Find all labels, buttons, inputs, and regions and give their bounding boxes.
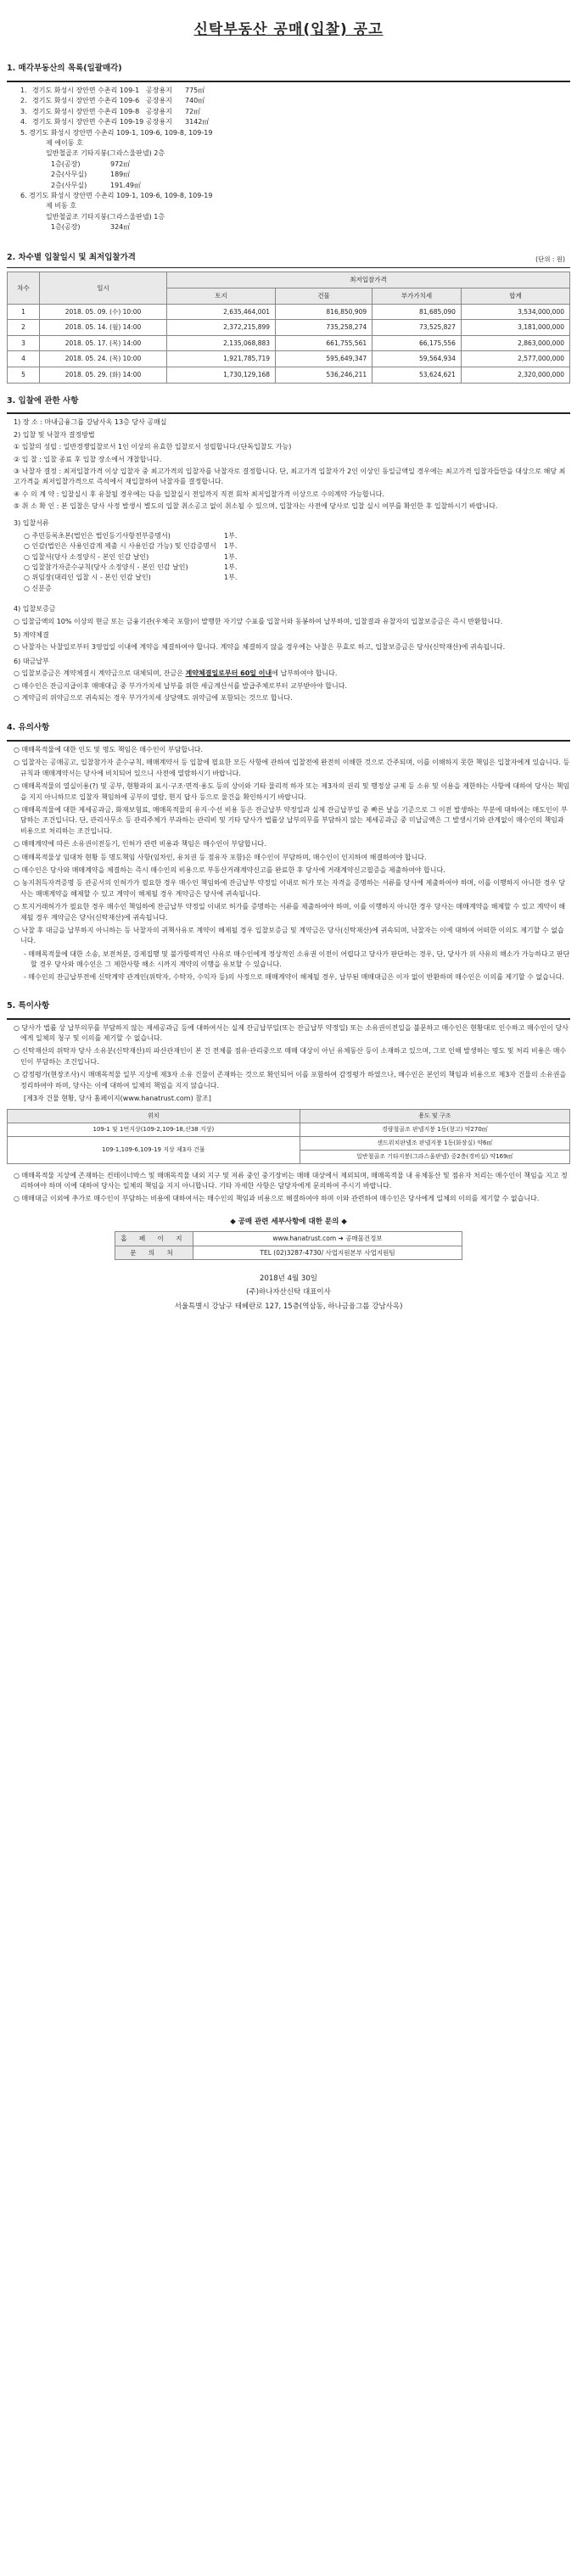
bid-rule: ① 입찰의 성립 : 일반경쟁입찰로서 1인 이상의 유효한 입찰로서 성립합니다.(단독입찰도 가능) bbox=[14, 443, 292, 451]
list-item: ○ 매매계약에 따른 소유권이전등기, 인허가 관련 비용과 책임은 매수인이 부담합니다. bbox=[14, 840, 266, 848]
table-row: 일반철골조 기타지붕(그라스울판넬) 중2층(경비실) 약169㎡ bbox=[8, 1150, 570, 1163]
table-row: 109-1,109-6,109-19 지상 제3자 건물 샌드위치판넬조 판넬지붕 1동(화장실) 약6㎡ bbox=[8, 1137, 570, 1151]
divider bbox=[7, 1018, 570, 1020]
contact-table bbox=[115, 1231, 462, 1260]
list-item: ○ 매매목적물 지상에 존재하는 컨테이너박스 및 매매목적물 내외 지구 및 저류 중인 중기장비는 매매 대상에서 제외되며, 매매목적물 내 유체동산 및 점유자 처리는 매수인이 책임을 지고 정리하여야 하며 이에 대하여 당사는 일체의 책임을 지지 아니합니다. 기타 자세한 사항은 담당자에게 문의하여 주시기 바랍니다. bbox=[14, 1171, 568, 1190]
divider bbox=[7, 81, 570, 82]
list-item: ○ 감정평가(현장조사)시 매매목적물 일부 지상에 제3자 소유 건물이 존재하는 것으로 확인되어 이를 포함하여 감정평가 하였으나, 매수인은 본인의 책임과 비용으로 제3자 건물의 소유권을 정리하여야 하며, 당사는 이에 대하여 일체의 책임을 지지 않습니다. bbox=[14, 1071, 567, 1089]
column-header: 위치 bbox=[8, 1110, 300, 1123]
section-heading: 1. 매각부동산의 목록(일괄매각) bbox=[7, 64, 122, 74]
column-header: 합계 bbox=[461, 288, 569, 304]
paragraph: ○ 매수인은 잔금지급이후 매매대금 중 부가가치세 납부를 위한 세금계산서를 발급주체로부터 교부받아야 합니다. bbox=[14, 681, 347, 690]
list-item: ○ 인감(법인은 사용인감계 제출 시 사용인감 가능) 및 인감증명서 1부. bbox=[24, 542, 238, 551]
bid-place: 1) 장 소 : 마내금융그룹 강남사옥 13층 당사 공매실 bbox=[14, 418, 167, 427]
footer bbox=[7, 1272, 570, 1313]
notice-date: 2018년 4월 30일 bbox=[260, 1274, 317, 1284]
list-item: ○ 당사가 법률 상 납부의무를 부담하지 않는 제세공과금 등에 대하여서는 실제 잔금납부일(또는 잔금납부 약정일) 또는 소유권이전일을 불문하고 매수인은 현황대로 인수하고 매수인이 당사에게 일체의 청구 및 이의를 제기할 수 없습니다. bbox=[14, 1023, 569, 1042]
table-row: 1 2018. 05. 09. (수) 10:00 2,635,464,001 816,850,909 81,685,090 3,534,000,000 bbox=[8, 304, 570, 320]
list-item: 6. 경기도 화성시 장안면 수촌리 109-1, 109-6, 109-8, 109-19 bbox=[20, 191, 213, 199]
section-heading: 2. 차수별 입찰일시 및 최저입찰가격 bbox=[7, 252, 136, 262]
floor-row: 2층(사무실) 189㎡ bbox=[51, 171, 131, 179]
list-subitem: - 매매목적물에 대한 소송, 보전처분, 강제집행 및 불가항력적인 사유로 매수인에게 정상적인 소유권 이전이 어렵다고 당사가 판단하는 경우, 단, 당사가 위 사유의 해소가 가능하다고 판단할 경우 당사와 매수인은 그 제한사항 해소 시까지 계약의 이행을 유보할 수 있습니다. bbox=[24, 949, 570, 969]
section-heading: 4. 유의사항 bbox=[7, 723, 50, 733]
property-list bbox=[20, 86, 570, 232]
table-row bbox=[115, 1246, 462, 1260]
section-heading: 5. 특이사항 bbox=[7, 1000, 50, 1011]
list-item: ○ 매매목적물에 대한 제세공과금, 화재보험료, 매매목적물의 유지·수선 비용 등은 잔금납부 약정일과 실제 잔금납부일 중 빠른 날을 기준으로 그 이전 발생하는 부분에 대하여는 매도인이 부담하는 조건입니다. 단, 관리사무소 등 관리주체가 부과하는 관리비 및 기타 당사가 법률상 납부의무를 부담하지 않는 제세공과금 중 미납금액은 그 발생시기와 관계없이 매수인의 책임과 비용으로 처리하는 조건입니다. bbox=[14, 806, 568, 835]
bid-rule: ④ 수 의 계 약 : 입찰실시 후 유찰될 경우에는 다음 입찰실시 전일까지 직전 회차 최저입찰가격 이상으로 수의계약 가능합니다. bbox=[14, 490, 384, 498]
list-item: 1. 경기도 화성시 장안면 수촌리 109-1 공장용지 775㎡ bbox=[20, 87, 205, 95]
column-header: 토지 bbox=[167, 288, 276, 304]
list-item: ○ 매매목적물상 임대차 현황 등 명도책임 사항(임차인, 유치권 등 점유자 포함)은 매수인이 부담하며, 매수인이 인지하여 해결하여야 합니다. bbox=[14, 853, 427, 861]
divider bbox=[7, 740, 570, 742]
list-subitem: 제 에이동 호 bbox=[46, 139, 83, 148]
floor-row: 2층(사무실) 191.49㎡ bbox=[51, 181, 141, 189]
inquiry-label: 문 의 처 bbox=[115, 1246, 193, 1260]
column-header: 차수 bbox=[8, 272, 40, 304]
column-header: 일시 bbox=[40, 272, 167, 304]
table-header-row bbox=[8, 272, 570, 288]
emphasis: 계약체결일로부터 60일 이내 bbox=[185, 669, 272, 678]
list-item: ○ 주민등록초본(법인은 법인등기사항전부증명서) 1부. bbox=[24, 531, 238, 540]
section-heading: 3. 입찰에 관한 사항 bbox=[7, 395, 79, 406]
paragraph: ○ 계약금의 위약금으로 귀속되는 경우 부가가치세 상당액도 위약금에 포함되는 것으로 합니다. bbox=[14, 693, 293, 702]
section-property-list bbox=[7, 63, 570, 232]
bid-rule: ③ 낙찰자 결정 : 최저입찰가격 이상 입찰자 중 최고가격의 입찰자를 낙찰자로 결정합니다. 단, 최고가격 입찰자가 2인 이상인 동일금액일 경우에는 최고가격 입찰자들만을 대상으로 해당 최고가격을 최저입찰가격으로 즉석에서 재입찰하여 낙찰자를 결정합니다. bbox=[14, 467, 566, 486]
list-item: ○ 위임장(대리인 입찰 시 - 본인 인감 날인) 1부. bbox=[24, 574, 238, 582]
bid-rule: ② 입 찰 : 입찰 종료 후 입찰 장소에서 개찰합니다. bbox=[14, 455, 162, 463]
list-subitem: 일반철골조 기타지붕(그라스울판넬) 2층 bbox=[46, 149, 165, 158]
subsection-heading: 4) 입찰보증금 bbox=[14, 605, 56, 613]
list-item: ○ 토지거래허가가 필요한 경우 매수인 책임하에 잔금납부 약정일 이내로 허가를 증명하는 서류를 제출하여야 하며, 이를 이행하지 아니한 경우 당사는 매매계약을 해제할 수 있고 계약이 해제될 경우 계약금은 당사(신탁재산)에 귀속됩니다. bbox=[14, 903, 566, 921]
list-item: ○ 매수인은 당사와 매매계약을 체결하는 즉시 매수인의 비용으로 부동산거래계약신고를 완료한 후 당사에 거래계약신고필증을 제출하여야 합니다. bbox=[14, 865, 445, 874]
list-item: ○ 낙찰 후 대금을 납부하지 아니하는 등 낙찰자의 귀책사유로 계약이 해제될 경우 입찰보증금 및 계약금은 당사(신탁재산)에 귀속되며, 낙찰자는 이에 대하여 어떠한 이의도 제기할 수 없습니다. bbox=[14, 926, 564, 945]
subsection-heading: 3) 입찰서류 bbox=[14, 519, 49, 528]
bid-rule: ⑤ 취 소 확 인 : 본 입찰은 당사 사정 발생시 별도의 입찰 취소공고 없이 취소될 수 있으며, 입찰자는 사전에 당사로 입찰 실시 여부를 확인한 후 입찰하시기 바랍니다. bbox=[14, 502, 498, 511]
column-header: 건물 bbox=[276, 288, 373, 304]
table-row bbox=[115, 1232, 462, 1246]
table-row: 109-1 및 1번지상(109-2,109-18,산38 지상) 경량철골조 판넬지붕 1동(창고) 약270㎡ bbox=[8, 1123, 570, 1137]
third-party-building-table bbox=[7, 1109, 570, 1163]
section-schedule bbox=[7, 252, 570, 384]
homepage-link[interactable]: www.hanatrust.com ➜ 공매물건정보 bbox=[193, 1232, 462, 1246]
list-item: 5. 경기도 화성시 장안면 수촌리 109-1, 109-6, 109-8, 109-19 bbox=[20, 128, 213, 137]
table-row: 5 2018. 05. 29. (화) 14:00 1,730,129,168 536,246,211 53,624,621 2,320,000,000 bbox=[8, 367, 570, 384]
inquiry-contact: TEL (02)3287-4730/ 사업지원본부 사업지원팀 bbox=[193, 1246, 462, 1260]
paragraph: ○ 입찰금액의 10% 이상의 현금 또는 금융기관(우체국 포함)이 발행한 자기앞 수표를 입찰서와 동봉하여 납부하며, 입찰결과 유찰자의 입찰보증금은 즉시 반환합니다. bbox=[14, 617, 503, 625]
list-item: 4. 경기도 화성시 장안면 수촌리 109-19 공장용지 3142㎡ bbox=[20, 118, 210, 126]
list-subitem: 제 비동 호 bbox=[46, 202, 76, 210]
contact-heading: ◆ 공매 관련 세부사항에 대한 문의 ◆ bbox=[230, 1217, 347, 1226]
section-bidding bbox=[7, 395, 570, 704]
subsection-heading: 2) 입찰 및 낙찰자 결정방법 bbox=[14, 430, 95, 439]
schedule-table bbox=[7, 272, 570, 383]
company-name: (주)하나자산신탁 대표이사 bbox=[246, 1288, 331, 1297]
notice-title: 신탁부동산 공매(입찰) 공고 bbox=[193, 21, 384, 38]
list-item: ○ 입찰자는 공매공고, 입찰참가자 준수규칙, 매매계약서 등 입찰에 필요한 모든 사항에 관하여 입찰전에 완전히 이해한 것으로 간주되며, 이를 이해하지 못한 책임은 입찰자에게 있습니다. 등 규칙과 매매계약서는 당사에 비치되어 있으니 사전에 열람하시기 바랍니다. bbox=[14, 759, 570, 777]
list-item: 2. 경기도 화성시 장안면 수촌리 109-6 공장용지 740㎡ bbox=[20, 97, 205, 105]
list-item: ○ 입찰서(당사 소정양식 - 본인 인감 날인) 1부. bbox=[24, 552, 238, 561]
list-item: ○ 매매대금 이외에 추가로 매수인이 부담하는 비용에 대하여서는 매수인의 책임과 비용으로 해결하여야 하며 이와 관련하여 매수인은 당사에게 일체의 이의를 제기할 수 없습니다. bbox=[14, 1195, 540, 1203]
list-item: 3. 경기도 화성시 장안면 수촌리 109-8 공장용지 72㎡ bbox=[20, 107, 201, 115]
list-subitem: - 매수인의 잔금납부전에 신탁계약 관계인(위탁자, 수탁자, 수익자 등)의 사정으로 매매계약이 해제될 경우, 납부된 매매대금은 이자 없이 반환하며 매수인은 이의를 제기할 수 없습니다. bbox=[24, 973, 564, 982]
section-notes bbox=[7, 722, 570, 983]
list-item: ○ 신분증 bbox=[24, 584, 52, 592]
list-item: ○ 농지취득자격증명 등 관공서의 인허가가 필요한 경우 매수인 책임하에 잔금납부 약정일 이내로 허가 또는 자격을 증명하는 서류를 당사에 제출하여야 하며, 이를 이행하지 아니한 경우 당사는 매매계약을 해제할 수 있고 계약이 해제될 경우 계약금은 당사에 귀속됩니다. bbox=[14, 879, 566, 898]
list-item: ○ 신탁재산의 위탁자 당사 소유분(신탁재산)의 파산관재인이 본 건 전체를 점유·관리중으로 매매 대상이 아닌 유체동산 등이 소재하고 있으며, 그로 인해 발생하는 명도 및 처리 비용은 매수인이 부담하는 조건입니다. bbox=[14, 1047, 567, 1066]
table-caption: [제3자 건물 현황, 당사 홈페이지(www.hanatrust.com) 참조] bbox=[24, 1094, 211, 1102]
homepage-label: 홈 페 이 지 bbox=[115, 1232, 193, 1246]
subsection-heading: 5) 계약체결 bbox=[14, 630, 49, 639]
contact-section bbox=[7, 1217, 570, 1260]
company-address: 서울특별시 강남구 테헤란로 127, 15층(역삼동, 하나금융그룹 강남사옥) bbox=[174, 1302, 403, 1311]
paragraph: ○ 낙찰자는 낙찰일로부터 3영업일 이내에 계약을 체결하여야 합니다. 계약을 체결하지 않을 경우에는 낙찰은 무효로 하고, 입찰보증금은 당사(신탁재산)에 귀속됩니다. bbox=[14, 643, 506, 652]
list-subitem: 일반철골조 기타지붕(그라스울판넬) 1층 bbox=[46, 212, 165, 221]
floor-row: 1층(공장) 324㎡ bbox=[51, 223, 131, 232]
table-row: 3 2018. 05. 17. (목) 14:00 2,135,068,883 661,755,561 66,175,556 2,863,000,000 bbox=[8, 335, 570, 351]
column-header: 용도 및 구조 bbox=[300, 1110, 569, 1123]
unit-label: (단위 : 원) bbox=[535, 255, 565, 263]
divider bbox=[7, 412, 570, 414]
column-header: 최저입찰가격 bbox=[167, 272, 570, 288]
floor-row: 1층(공장) 972㎡ bbox=[51, 160, 131, 168]
paragraph: ○ 입찰보증금은 계약체결시 계약금으로 대체되며, 잔금은 계약체결일로부터 60일 이내에 납부하여야 합니다. bbox=[14, 669, 338, 678]
column-header: 부가가치세 bbox=[373, 288, 462, 304]
list-item: ○ 입찰참가자준수규칙(당사 소정양식 - 본인 인감 날인) 1부. bbox=[24, 563, 238, 572]
list-item: ○ 매매목적물의 열실이용(?) 및 공부, 현황과의 표시·구조·면적·용도 등의 상이와 기타 물리적 하자 또는 제3자의 권리 및 행정상 규제 등 소유 및 이용을 제한하는 사항에 대하여 당사는 책임을 지지 아니하므로 입찰자 책임하에 공부의 열람, 현지 답사 등으로 물건을 확인하시기 바랍니다. bbox=[14, 782, 570, 801]
section-special bbox=[7, 1000, 570, 1205]
subsection-heading: 6) 대금납부 bbox=[14, 657, 49, 665]
table-row: 2 2018. 05. 14. (월) 14:00 2,372,215,899 735,258,274 73,525,827 3,181,000,000 bbox=[8, 320, 570, 336]
table-row: 4 2018. 05. 24. (목) 10:00 1,921,785,719 595,649,347 59,564,934 2,577,000,000 bbox=[8, 351, 570, 367]
table-header-row bbox=[8, 1110, 570, 1123]
divider bbox=[7, 267, 570, 268]
list-item: ○ 매매목적물에 대한 인도 및 명도 책임은 매수인이 부담합니다. bbox=[14, 746, 204, 754]
